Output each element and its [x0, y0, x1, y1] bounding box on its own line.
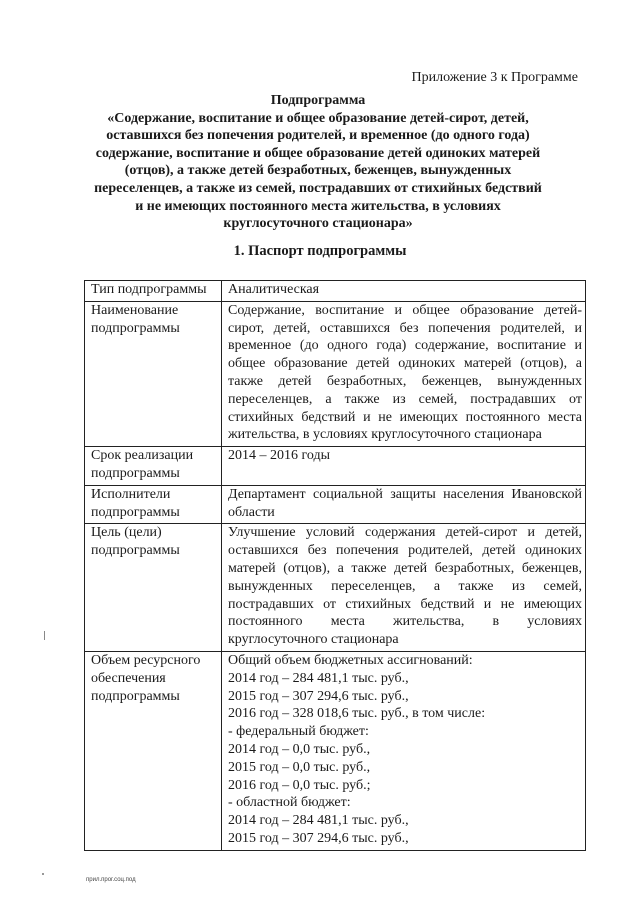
row-value: Департамент социальной защиты населения Ивановской области	[222, 485, 586, 524]
resource-line: - областной бюджет:	[228, 795, 351, 811]
passport-table	[84, 280, 586, 851]
row-value: 2014 – 2016 годы	[222, 447, 586, 486]
row-value: Содержание, воспитание и общее образование детей-сирот, детей, оставшихся без попечения родителей, и временное (до одного года) содержание, воспитание и общее образование детей одиноких матерей (отцов), а также детей безработных, беженцев, вынужденных переселенцев, а также из семей, пострадавших от стихийных бедствий и не имеющих постоянного места жительства, в условиях круглосуточного стационара	[222, 301, 586, 446]
row-label: Тип подпрограммы	[85, 281, 222, 302]
row-value: Улучшение условий содержания детей-сирот и детей, оставшихся без попечения родителей, детей одиноких матерей (отцов), а также детей безработных, беженцев, вынужденных переселенцев, а также из семей, пострадавших от стихийных бедствий и не имеющих постоянного места жительства, в условиях круглосуточного стационара	[222, 524, 586, 652]
scan-artifact	[42, 873, 44, 875]
title-line: содержание, воспитание и общее образование детей одиноких матерей	[95, 145, 541, 161]
resource-line: 2015 год – 0,0 тыс. руб.,	[228, 759, 371, 775]
resource-line: 2014 год – 284 481,1 тыс. руб.,	[228, 670, 409, 686]
table-row-name	[85, 301, 586, 446]
resource-line: 2014 год – 0,0 тыс. руб.,	[228, 741, 371, 757]
resource-line: - федеральный бюджет:	[228, 724, 369, 740]
title-line: и не имеющих постоянного места жительства, в условиях	[135, 198, 501, 214]
row-label: Цель (цели) подпрограммы	[85, 524, 222, 652]
table-row-goal	[85, 524, 586, 652]
title-line: переселенцев, а также из семей, пострадавших от стихийных бедствий	[94, 180, 542, 196]
title-line: оставшихся без попечения родителей, и временное (до одного года)	[106, 128, 530, 144]
title-line: круглосуточного стационара»	[223, 216, 413, 232]
resource-line: 2016 год – 328 018,6 тыс. руб., в том числе:	[228, 706, 486, 722]
title-line: «Содержание, воспитание и общее образование детей-сирот, детей,	[107, 110, 529, 126]
section-title: 1. Паспорт подпрограммы	[233, 243, 407, 259]
appendix-label: Приложение 3 к Программе	[411, 70, 578, 85]
table-row-resources	[85, 651, 586, 850]
table-row-term	[85, 447, 586, 486]
row-label: Объем ресурсного обеспечения подпрограммы	[85, 651, 222, 850]
resource-line: Общий объем бюджетных ассигнований:	[228, 652, 473, 668]
resource-line: 2016 год – 0,0 тыс. руб.;	[228, 777, 371, 793]
table-row-type	[85, 281, 586, 302]
table-row-executors	[85, 485, 586, 524]
row-label: Исполнители подпрограммы	[85, 485, 222, 524]
resource-line: 2015 год – 307 294,6 тыс. руб.,	[228, 688, 409, 704]
footer-filename: прил.прог.соц.под	[86, 877, 136, 883]
title-line: Подпрограмма	[270, 93, 366, 108]
title-line: (отцов), а также детей безработных, беженцев, вынужденных	[124, 163, 512, 179]
row-label: Наименование подпрограммы	[85, 301, 222, 446]
scan-artifact	[44, 631, 45, 640]
row-label: Срок реализации подпрограммы	[85, 447, 222, 486]
resource-line: 2015 год – 307 294,6 тыс. руб.,	[228, 830, 409, 846]
row-value	[222, 651, 586, 850]
resource-line: 2014 год – 284 481,1 тыс. руб.,	[228, 813, 409, 829]
subprogram-title	[78, 92, 558, 233]
row-value: Аналитическая	[222, 281, 586, 302]
